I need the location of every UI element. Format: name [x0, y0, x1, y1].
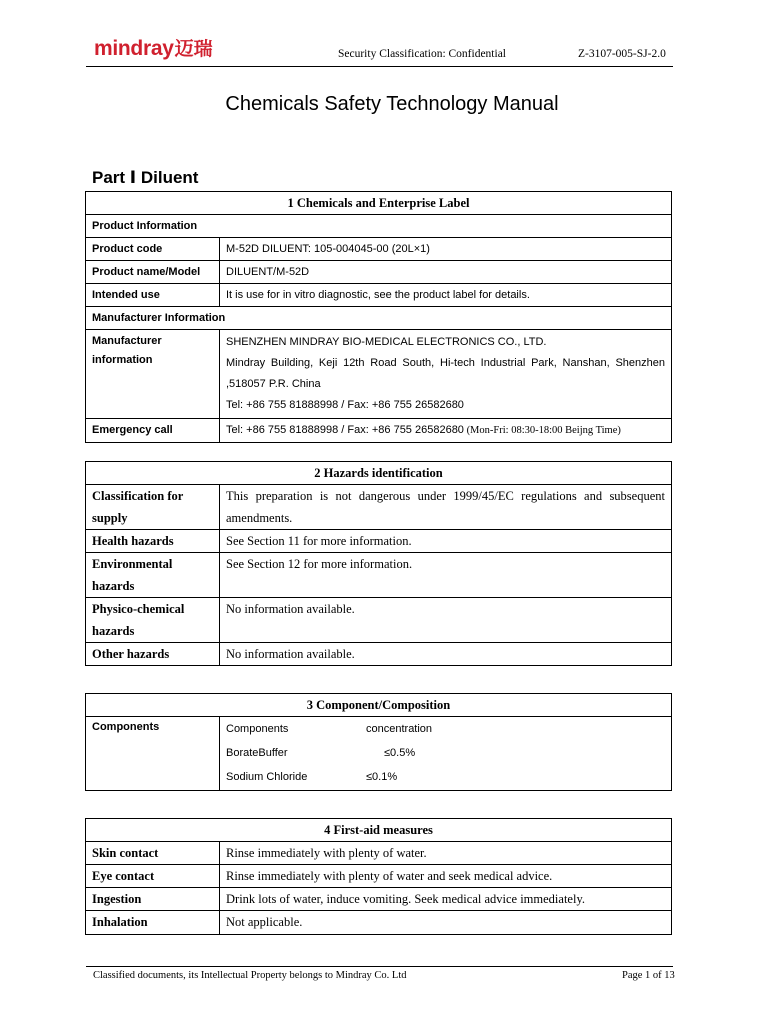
row-label: Health hazards [86, 530, 220, 553]
row-label: Eye contact [86, 865, 220, 888]
row-value: Rinse immediately with plenty of water and seek medical advice. [220, 865, 672, 888]
row-label: Product code [86, 238, 220, 261]
document-title: Chemicals Safety Technology Manual [225, 93, 559, 115]
product-info-heading: Product Information [86, 215, 672, 238]
row-value: No information available. [220, 643, 672, 666]
row-value: It is use for in vitro diagnostic, see the product label for details. [220, 284, 672, 307]
row-label: Components [86, 717, 220, 791]
row-label: Other hazards [86, 643, 220, 666]
table-row [86, 888, 672, 911]
row-label [86, 330, 220, 419]
table-row [86, 330, 672, 419]
page-header [0, 0, 768, 70]
manufacturer-label-line2: information [92, 354, 153, 366]
section-3-title: 3 Component/Composition [86, 694, 672, 717]
logo-text: mindray [94, 37, 174, 60]
section-2-table [85, 461, 672, 666]
row-value: Drink lots of water, induce vomiting. Seek medical advice immediately. [220, 888, 672, 911]
section-title-row [86, 192, 672, 215]
table-row [86, 553, 672, 598]
table-row [86, 911, 672, 935]
manufacturer-info-heading: Manufacturer Information [86, 307, 672, 330]
row-value: Rinse immediately with plenty of water. [220, 842, 672, 865]
manufacturer-label-line1: Manufacturer [92, 335, 162, 347]
document-number: Z-3107-005-SJ-2.0 [578, 48, 666, 60]
row-value: This preparation is not dangerous under 1999/45/EC regulations and subsequent amendments. [220, 485, 672, 530]
header-rule [86, 66, 673, 67]
table-row [86, 485, 672, 530]
table-row [86, 865, 672, 888]
row-value: See Section 11 for more information. [220, 530, 672, 553]
mindray-logo [94, 34, 213, 62]
component-name: Sodium Chloride [226, 771, 308, 783]
section-4-table [85, 818, 672, 935]
row-label: Environmental hazards [86, 553, 220, 598]
components-header [226, 718, 665, 742]
subheading-row [86, 307, 672, 330]
table-row [86, 842, 672, 865]
section-3-table [85, 693, 672, 791]
table-row [86, 643, 672, 666]
footer-ip-notice: Classified documents, its Intellectual Property belongs to Mindray Co. Ltd [93, 970, 407, 981]
security-classification: Security Classification: Confidential [338, 48, 506, 60]
table-row [86, 419, 672, 443]
section-1-table [85, 191, 672, 443]
section-title-row [86, 819, 672, 842]
emergency-contact [220, 419, 672, 443]
section-4-title: 4 First-aid measures [86, 819, 672, 842]
row-value: No information available. [220, 598, 672, 643]
component-concentration: ≤0.1% [366, 771, 398, 783]
column-header: Components [226, 723, 289, 735]
footer-rule [86, 966, 673, 967]
table-row [86, 238, 672, 261]
manufacturer-details [220, 330, 672, 419]
section-title-row [86, 462, 672, 485]
emergency-hours: (Mon-Fri: 08:30-18:00 Beijng Time) [463, 425, 621, 436]
section-1-title: 1 Chemicals and Enterprise Label [86, 192, 672, 215]
component-name: BorateBuffer [226, 747, 288, 759]
row-value: DILUENT/M-52D [220, 261, 672, 284]
table-row [86, 261, 672, 284]
row-label: Emergency call [86, 419, 220, 443]
table-row [86, 598, 672, 643]
manufacturer-address: Mindray Building, Keji 12th Road South, Hi-tech Industrial Park, Nanshan, Shenzhen ,518057 P.R. China [226, 357, 665, 390]
page-number: Page 1 of 13 [622, 970, 675, 981]
section-2-title: 2 Hazards identification [86, 462, 672, 485]
table-row [86, 530, 672, 553]
table-row [86, 284, 672, 307]
component-concentration: ≤0.5% [384, 747, 416, 759]
emergency-tel: Tel: +86 755 81888998 / Fax: +86 755 26582680 [226, 424, 464, 436]
row-label: Inhalation [86, 911, 220, 935]
row-value: M-52D DILUENT: 105-004045-00 (20L×1) [220, 238, 672, 261]
list-item [226, 766, 665, 790]
row-label: Classification for supply [86, 485, 220, 530]
components-list [220, 717, 672, 791]
list-item [226, 742, 665, 766]
manufacturer-tel: Tel: +86 755 81888998 / Fax: +86 755 26582680 [226, 399, 464, 411]
row-label: Skin contact [86, 842, 220, 865]
row-label: Ingestion [86, 888, 220, 911]
part-heading: Part Ⅰ Diluent [92, 168, 199, 187]
row-label: Physico-chemical hazards [86, 598, 220, 643]
row-value: Not applicable. [220, 911, 672, 935]
subheading-row [86, 215, 672, 238]
section-title-row [86, 694, 672, 717]
row-label: Intended use [86, 284, 220, 307]
row-value: See Section 12 for more information. [220, 553, 672, 598]
manufacturer-name: SHENZHEN MINDRAY BIO-MEDICAL ELECTRONICS CO., LTD. [226, 336, 547, 348]
column-header: concentration [366, 723, 433, 735]
table-row [86, 717, 672, 791]
row-label: Product name/Model [86, 261, 220, 284]
logo-cjk-text: 迈瑞 [174, 38, 213, 60]
